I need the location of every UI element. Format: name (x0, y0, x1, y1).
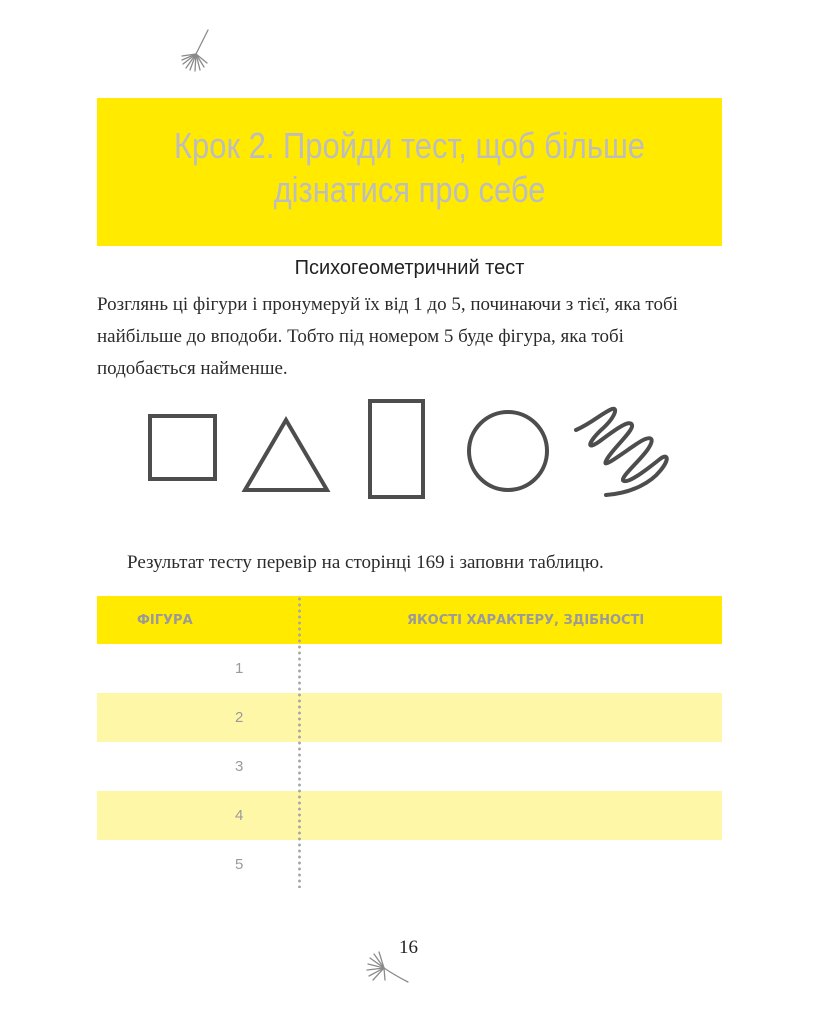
row-number: 4 (235, 807, 244, 824)
row-number: 5 (235, 856, 244, 873)
zigzag-icon (576, 409, 667, 495)
page-title-line-2: дізнатися про себе (273, 169, 546, 210)
column-header-figure: ФІГУРА (137, 613, 193, 628)
dandelion-seed-icon (170, 26, 220, 74)
table-row[interactable] (97, 742, 722, 791)
results-table (97, 596, 722, 889)
column-divider (298, 596, 301, 888)
circle-icon (469, 412, 547, 490)
test-instructions: Розглянь ці фігури і пронумеруй їх від 1 до 5, починаючи з тієї, яка тобі найбільше до вподоби. Тобто під номером 5 буде фігура, яка тобі подобається найменше. (97, 294, 678, 379)
row-number: 2 (235, 709, 244, 726)
shapes-row (130, 395, 690, 505)
table-row[interactable] (97, 791, 722, 840)
square-icon (150, 416, 215, 479)
column-header-qualities: ЯКОСТІ ХАРАКТЕРУ, ЗДІБНОСТІ (407, 613, 645, 628)
table-row[interactable] (97, 693, 722, 742)
dandelion-seed-icon (360, 946, 410, 994)
result-instruction: Результат тесту перевір на сторінці 169 і заповни таблицю. (127, 552, 604, 573)
page-title (141, 124, 679, 212)
triangle-icon (245, 420, 327, 490)
title-banner (97, 98, 722, 246)
page-number: 16 (399, 937, 418, 958)
table-row[interactable] (97, 644, 722, 693)
table-row[interactable] (97, 840, 722, 889)
table-header (97, 596, 722, 644)
row-number: 3 (235, 758, 244, 775)
page-title-line-1: Крок 2. Пройди тест, щоб більше (173, 125, 646, 166)
row-number: 1 (235, 660, 244, 677)
test-heading: Психогеометричний тест (294, 257, 525, 279)
rectangle-icon (370, 401, 423, 497)
